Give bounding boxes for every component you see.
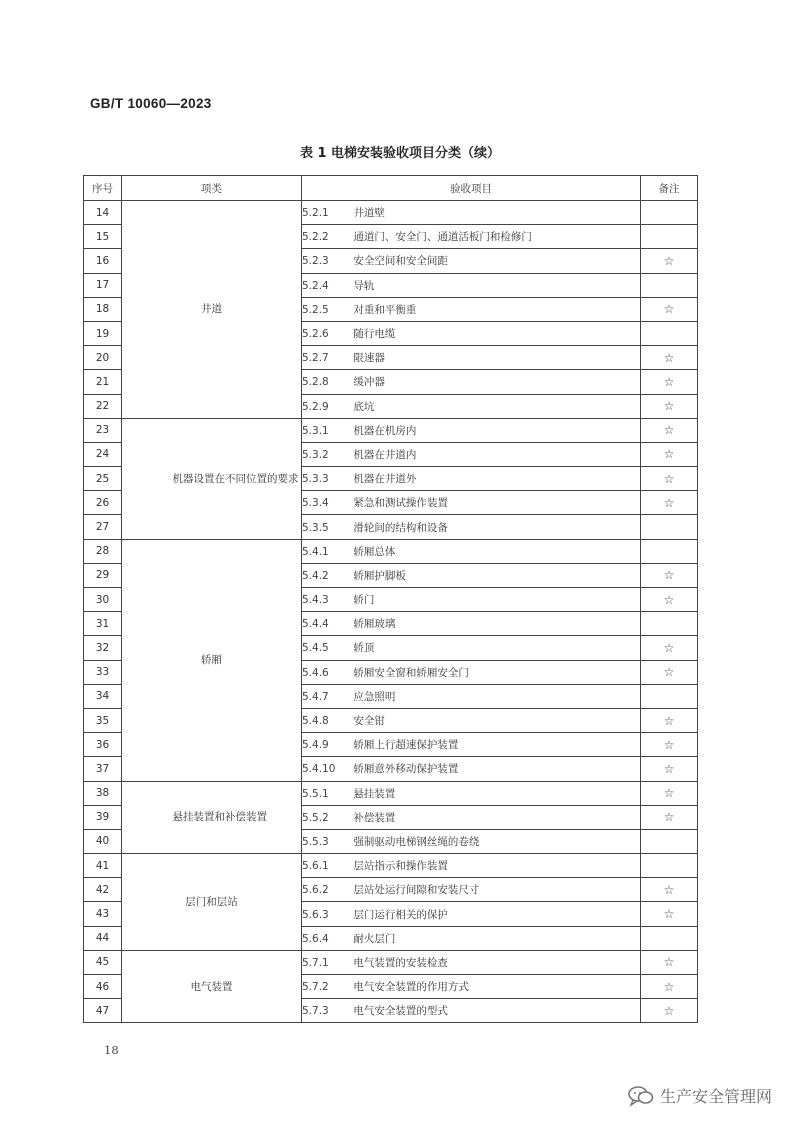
item-text: 轿门 (353, 594, 375, 607)
row-seq: 22 (84, 394, 122, 418)
item-text: 层站处运行间隙和安装尺寸 (353, 884, 480, 897)
row-note (641, 612, 698, 636)
row-seq: 43 (84, 902, 122, 926)
star-icon: ☆ (641, 442, 698, 466)
category-label: 井道 (201, 303, 222, 316)
row-item (302, 273, 641, 297)
item-text: 缓冲器 (353, 376, 385, 389)
star-icon: ☆ (641, 563, 698, 587)
star-icon: ☆ (641, 636, 698, 660)
watermark-text: 生产安全管理网 (659, 1087, 772, 1106)
star-icon: ☆ (641, 418, 698, 442)
row-note (641, 854, 698, 878)
clause-number: 5.7.2 (302, 981, 329, 994)
item-text: 强制驱动电梯钢丝绳的卷绕 (353, 835, 480, 848)
row-seq: 33 (84, 660, 122, 684)
row-item (302, 201, 641, 225)
item-text: 机器在井道外 (353, 473, 417, 486)
item-text: 紧急和测试操作装置 (353, 497, 448, 510)
row-seq: 17 (84, 273, 122, 297)
row-item (302, 854, 641, 878)
row-seq: 21 (84, 370, 122, 394)
item-text: 导轨 (353, 279, 375, 292)
item-text: 通道门、安全门、通道活板门和检修门 (353, 231, 532, 244)
item-text: 滑轮间的结构和设备 (353, 521, 448, 534)
star-icon: ☆ (641, 394, 698, 418)
row-item (302, 563, 641, 587)
clause-number: 5.2.1 (302, 207, 329, 220)
row-item (302, 708, 641, 732)
row-item (302, 684, 641, 708)
item-text: 电气装置的安装检查 (353, 956, 448, 969)
clause-number: 5.3.5 (302, 521, 329, 534)
item-text: 层站指示和操作装置 (353, 860, 448, 873)
star-icon: ☆ (641, 781, 698, 805)
item-text: 补偿装置 (353, 811, 396, 824)
row-seq: 40 (84, 829, 122, 853)
row-item (302, 805, 641, 829)
item-text: 轿厢意外移动保护装置 (353, 763, 459, 776)
category-label: 电气装置 (190, 980, 233, 993)
item-text: 轿厢护脚板 (353, 569, 406, 582)
clause-number: 5.2.4 (302, 279, 329, 292)
row-item (302, 442, 641, 466)
row-category (122, 950, 302, 1023)
star-icon: ☆ (641, 757, 698, 781)
star-icon: ☆ (641, 297, 698, 321)
item-text: 机器在井道内 (353, 448, 417, 461)
star-icon: ☆ (641, 346, 698, 370)
row-item (302, 249, 641, 273)
item-text: 轿厢上行超速保护装置 (353, 739, 459, 752)
item-text: 电气安全装置的作用方式 (353, 981, 469, 994)
row-item (302, 467, 641, 491)
clause-number: 5.4.4 (302, 618, 329, 631)
star-icon: ☆ (641, 660, 698, 684)
row-seq: 15 (84, 225, 122, 249)
star-icon: ☆ (641, 878, 698, 902)
row-category (122, 539, 302, 781)
star-icon: ☆ (641, 370, 698, 394)
clause-number: 5.3.4 (302, 497, 329, 510)
clause-number: 5.5.3 (302, 835, 329, 848)
item-text: 底坑 (353, 400, 375, 413)
star-icon: ☆ (641, 975, 698, 999)
item-text: 层门运行相关的保护 (353, 908, 448, 921)
row-seq: 32 (84, 636, 122, 660)
table-row (84, 201, 698, 225)
row-item (302, 539, 641, 563)
item-text: 悬挂装置 (353, 787, 396, 800)
table-header-row (84, 176, 698, 201)
category-label: 悬挂装置和补偿装置 (172, 811, 267, 824)
header-seq: 序号 (84, 176, 122, 201)
table-body (84, 201, 698, 1023)
item-text: 限速器 (353, 352, 385, 365)
star-icon: ☆ (641, 588, 698, 612)
star-icon: ☆ (641, 902, 698, 926)
row-seq: 14 (84, 201, 122, 225)
clause-number: 5.4.2 (302, 569, 329, 582)
clause-number: 5.4.1 (302, 545, 329, 558)
row-seq: 26 (84, 491, 122, 515)
row-item (302, 418, 641, 442)
header-category: 项类 (122, 176, 302, 201)
star-icon: ☆ (641, 467, 698, 491)
item-text: 轿厢安全窗和轿厢安全门 (353, 666, 469, 679)
star-icon: ☆ (641, 999, 698, 1023)
row-seq: 46 (84, 975, 122, 999)
row-item (302, 297, 641, 321)
row-seq: 39 (84, 805, 122, 829)
row-item (302, 491, 641, 515)
clause-number: 5.4.5 (302, 642, 329, 655)
row-item (302, 660, 641, 684)
row-item (302, 370, 641, 394)
row-note (641, 273, 698, 297)
row-item (302, 515, 641, 539)
table-title: 表 1 电梯安装验收项目分类（续） (299, 146, 501, 161)
row-seq: 19 (84, 321, 122, 345)
star-icon: ☆ (641, 733, 698, 757)
row-item (302, 612, 641, 636)
category-label: 轿厢 (201, 654, 222, 667)
row-item (302, 636, 641, 660)
table-row (84, 781, 698, 805)
item-text: 电气安全装置的型式 (353, 1005, 448, 1018)
item-text: 应急照明 (353, 690, 396, 703)
clause-number: 5.6.2 (302, 884, 329, 897)
chat-bubbles-icon (628, 1085, 654, 1107)
item-text: 安全钳 (353, 715, 385, 728)
clause-number: 5.6.4 (302, 932, 329, 945)
row-seq: 38 (84, 781, 122, 805)
row-item (302, 588, 641, 612)
clause-number: 5.4.3 (302, 594, 329, 607)
item-text: 机器在机房内 (353, 424, 417, 437)
item-text: 轿顶 (353, 642, 375, 655)
row-category (122, 781, 302, 854)
row-seq: 20 (84, 346, 122, 370)
row-seq: 31 (84, 612, 122, 636)
row-seq: 27 (84, 515, 122, 539)
category-label: 层门和层站 (185, 895, 238, 908)
row-seq: 23 (84, 418, 122, 442)
clause-number: 5.4.8 (302, 715, 329, 728)
row-item (302, 975, 641, 999)
header-item: 验收项目 (302, 176, 641, 201)
row-seq: 18 (84, 297, 122, 321)
row-item (302, 225, 641, 249)
row-seq: 24 (84, 442, 122, 466)
watermark (628, 1084, 772, 1107)
clause-number: 5.7.1 (302, 956, 329, 969)
row-item (302, 926, 641, 950)
row-seq: 36 (84, 733, 122, 757)
acceptance-items-table (83, 175, 698, 1023)
item-text: 随行电缆 (353, 328, 396, 341)
star-icon: ☆ (641, 708, 698, 732)
row-seq: 41 (84, 854, 122, 878)
row-seq: 44 (84, 926, 122, 950)
clause-number: 5.2.9 (302, 400, 329, 413)
row-item (302, 829, 641, 853)
row-note (641, 926, 698, 950)
clause-number: 5.2.7 (302, 352, 329, 365)
row-note (641, 515, 698, 539)
row-category (122, 418, 302, 539)
row-seq: 35 (84, 708, 122, 732)
row-note (641, 201, 698, 225)
document-code: GB/T 10060—2023 (90, 96, 212, 111)
item-text: 耐火层门 (353, 932, 396, 945)
clause-number: 5.6.3 (302, 908, 329, 921)
clause-number: 5.2.3 (302, 255, 329, 268)
item-text: 安全空间和安全间距 (353, 255, 448, 268)
clause-number: 5.2.5 (302, 303, 329, 316)
table-row (84, 854, 698, 878)
item-text: 轿厢玻璃 (353, 618, 396, 631)
item-text: 轿厢总体 (353, 545, 396, 558)
header-note: 备注 (641, 176, 698, 201)
row-item (302, 950, 641, 974)
row-item (302, 321, 641, 345)
row-seq: 45 (84, 950, 122, 974)
clause-number: 5.4.7 (302, 690, 329, 703)
row-note (641, 539, 698, 563)
row-item (302, 757, 641, 781)
row-seq: 30 (84, 588, 122, 612)
row-note (641, 829, 698, 853)
table-row (84, 539, 698, 563)
row-seq: 34 (84, 684, 122, 708)
clause-number: 5.2.2 (302, 231, 329, 244)
row-category (122, 201, 302, 419)
clause-number: 5.2.8 (302, 376, 329, 389)
row-note (641, 225, 698, 249)
row-item (302, 346, 641, 370)
table-row (84, 418, 698, 442)
star-icon: ☆ (641, 805, 698, 829)
row-item (302, 394, 641, 418)
clause-number: 5.2.6 (302, 328, 329, 341)
row-note (641, 684, 698, 708)
row-item (302, 999, 641, 1023)
clause-number: 5.5.2 (302, 811, 329, 824)
clause-number: 5.5.1 (302, 787, 329, 800)
star-icon: ☆ (641, 950, 698, 974)
table-row (84, 950, 698, 974)
row-category (122, 854, 302, 951)
item-text: 对重和平衡重 (353, 303, 417, 316)
page-number: 18 (104, 1043, 119, 1057)
clause-number: 5.4.10 (302, 763, 336, 776)
item-text: 井道壁 (353, 207, 385, 220)
clause-number: 5.3.2 (302, 448, 329, 461)
row-seq: 28 (84, 539, 122, 563)
row-item (302, 902, 641, 926)
row-seq: 25 (84, 467, 122, 491)
star-icon: ☆ (641, 491, 698, 515)
row-seq: 47 (84, 999, 122, 1023)
row-item (302, 733, 641, 757)
row-note (641, 321, 698, 345)
star-icon: ☆ (641, 249, 698, 273)
row-seq: 37 (84, 757, 122, 781)
row-seq: 16 (84, 249, 122, 273)
row-seq: 42 (84, 878, 122, 902)
row-seq: 29 (84, 563, 122, 587)
clause-number: 5.4.9 (302, 739, 329, 752)
clause-number: 5.7.3 (302, 1005, 329, 1018)
clause-number: 5.6.1 (302, 860, 329, 873)
clause-number: 5.3.3 (302, 473, 329, 486)
row-item (302, 781, 641, 805)
row-item (302, 878, 641, 902)
category-label: 机器设置在不同位置的要求 (172, 472, 299, 485)
clause-number: 5.3.1 (302, 424, 329, 437)
clause-number: 5.4.6 (302, 666, 329, 679)
